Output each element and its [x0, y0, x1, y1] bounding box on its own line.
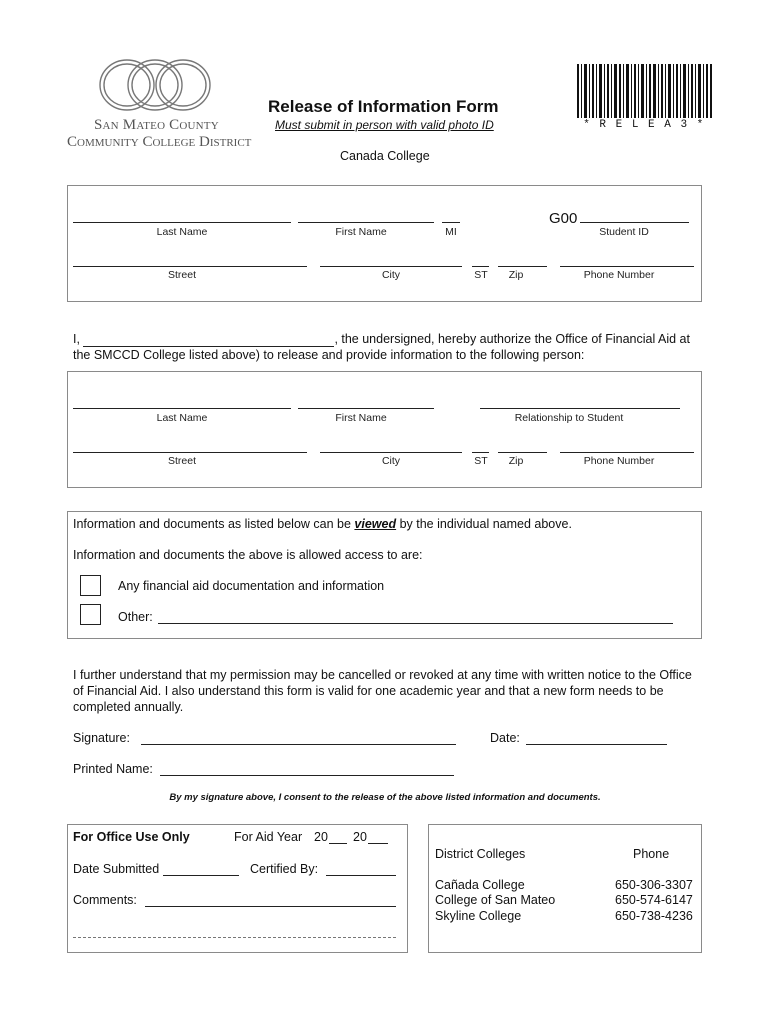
- printed-name-line[interactable]: [160, 775, 454, 776]
- zip-label: Zip: [508, 269, 524, 281]
- recipient-city-label: City: [381, 455, 401, 467]
- aid-year-start-line[interactable]: [329, 843, 347, 844]
- signature-line[interactable]: [141, 744, 456, 745]
- office-use-title: For Office Use Only: [73, 830, 190, 844]
- street-line[interactable]: [73, 266, 307, 267]
- recipient-relationship-label: Relationship to Student: [514, 412, 624, 424]
- recipient-last-name-label: Last Name: [156, 412, 208, 424]
- other-checkbox[interactable]: [80, 604, 101, 625]
- recipient-first-name-line[interactable]: [298, 408, 434, 409]
- last-name-line[interactable]: [73, 222, 291, 223]
- city-label: City: [381, 269, 401, 281]
- street-label: Street: [167, 269, 196, 281]
- district-name-line1: San Mateo County: [94, 117, 219, 133]
- district-logo: [64, 54, 252, 154]
- phone-row-skyline: 650-738-4236: [615, 909, 693, 923]
- student-info-box: [67, 185, 702, 302]
- college-row-san-mateo: College of San Mateo: [435, 893, 556, 907]
- phone-row-san-mateo: 650-574-6147: [615, 893, 693, 907]
- rings-logo-icon: [64, 54, 244, 114]
- aid-year-end-line[interactable]: [368, 843, 388, 844]
- date-line[interactable]: [526, 744, 667, 745]
- access-statement-line1: [73, 517, 572, 531]
- date-submitted-line[interactable]: [163, 875, 239, 876]
- authorization-statement: [73, 331, 713, 363]
- last-name-label: Last Name: [156, 226, 208, 238]
- state-label: ST: [474, 269, 488, 281]
- aid-year-label: For Aid Year: [234, 830, 303, 844]
- signature-label: Signature:: [73, 731, 130, 745]
- authorization-line1: , the undersigned, hereby authorize the Office of Financial Aid at: [334, 332, 690, 346]
- access-line1-before: Information and documents as listed below can be: [73, 517, 355, 531]
- zip-line[interactable]: [498, 266, 547, 267]
- date-submitted-label: Date Submitted: [73, 862, 160, 876]
- form-subtitle: Must submit in person with valid photo ID: [275, 118, 494, 132]
- comments-label: Comments:: [73, 893, 137, 907]
- printed-name-label: Printed Name:: [73, 762, 153, 776]
- phone-line[interactable]: [560, 266, 694, 267]
- city-line[interactable]: [320, 266, 462, 267]
- date-label: Date:: [490, 731, 520, 745]
- access-line1-after: by the individual named above.: [396, 517, 572, 531]
- recipient-info-box: [67, 371, 702, 488]
- recipient-street-label: Street: [167, 455, 196, 467]
- authorization-prefix: I,: [73, 332, 80, 346]
- college-row-canada: Cañada College: [435, 878, 525, 892]
- phone-row-canada: 650-306-3307: [615, 878, 693, 892]
- recipient-phone-label: Phone Number: [583, 455, 655, 467]
- aid-year-prefix-1: 20: [314, 830, 328, 844]
- district-colleges-header: District Colleges: [435, 847, 526, 861]
- state-line[interactable]: [472, 266, 489, 267]
- student-id-line[interactable]: [580, 222, 689, 223]
- revocation-paragraph: I further understand that my permission may be cancelled or revoked at any time with written notice to the Office of Financial Aid. I also understand this form is valid for one academic year and that a new form needs to be completed annually.: [73, 668, 692, 714]
- recipient-last-name-line[interactable]: [73, 408, 291, 409]
- recipient-phone-line[interactable]: [560, 452, 694, 453]
- form-title: Release of Information Form: [268, 97, 499, 116]
- college-name: Canada College: [340, 149, 430, 163]
- mi-line[interactable]: [442, 222, 460, 223]
- phone-header: Phone: [633, 847, 670, 861]
- student-id-label: Student ID: [599, 226, 649, 238]
- consent-note: By my signature above, I consent to the release of the above listed information and documents.: [169, 792, 601, 803]
- recipient-zip-line[interactable]: [498, 452, 547, 453]
- first-name-label: First Name: [335, 226, 387, 238]
- comments-line-2[interactable]: [73, 937, 396, 938]
- recipient-state-label: ST: [474, 455, 488, 467]
- first-name-line[interactable]: [298, 222, 434, 223]
- district-name-line2: Community College District: [67, 134, 252, 150]
- other-line[interactable]: [158, 623, 673, 624]
- recipient-city-line[interactable]: [320, 452, 462, 453]
- access-viewed-emphasis: viewed: [354, 517, 397, 531]
- certified-by-line[interactable]: [326, 875, 396, 876]
- barcode-text: * R E L E A 3 *: [583, 119, 705, 131]
- recipient-state-line[interactable]: [472, 452, 489, 453]
- authorization-line2: the SMCCD College listed above) to release and provide information to the following person:: [73, 348, 585, 362]
- recipient-zip-label: Zip: [508, 455, 524, 467]
- student-id-prefix: G00: [549, 210, 578, 227]
- college-row-skyline: Skyline College: [435, 909, 522, 923]
- other-label: Other:: [118, 610, 153, 624]
- mi-label: MI: [445, 226, 457, 238]
- recipient-relationship-line[interactable]: [480, 408, 680, 409]
- authorizer-name-line[interactable]: [83, 332, 334, 347]
- certified-by-label: Certified By:: [250, 862, 319, 876]
- barcode: [575, 64, 713, 130]
- aid-year-prefix-2: 20: [353, 830, 367, 844]
- financial-aid-docs-label: Any financial aid documentation and information: [118, 579, 385, 593]
- phone-label: Phone Number: [583, 269, 655, 281]
- recipient-first-name-label: First Name: [335, 412, 387, 424]
- access-statement-line2: Information and documents the above is allowed access to are:: [73, 548, 423, 562]
- recipient-street-line[interactable]: [73, 452, 307, 453]
- financial-aid-docs-checkbox[interactable]: [80, 575, 101, 596]
- comments-line[interactable]: [145, 906, 396, 907]
- barcode-bars: [575, 64, 713, 118]
